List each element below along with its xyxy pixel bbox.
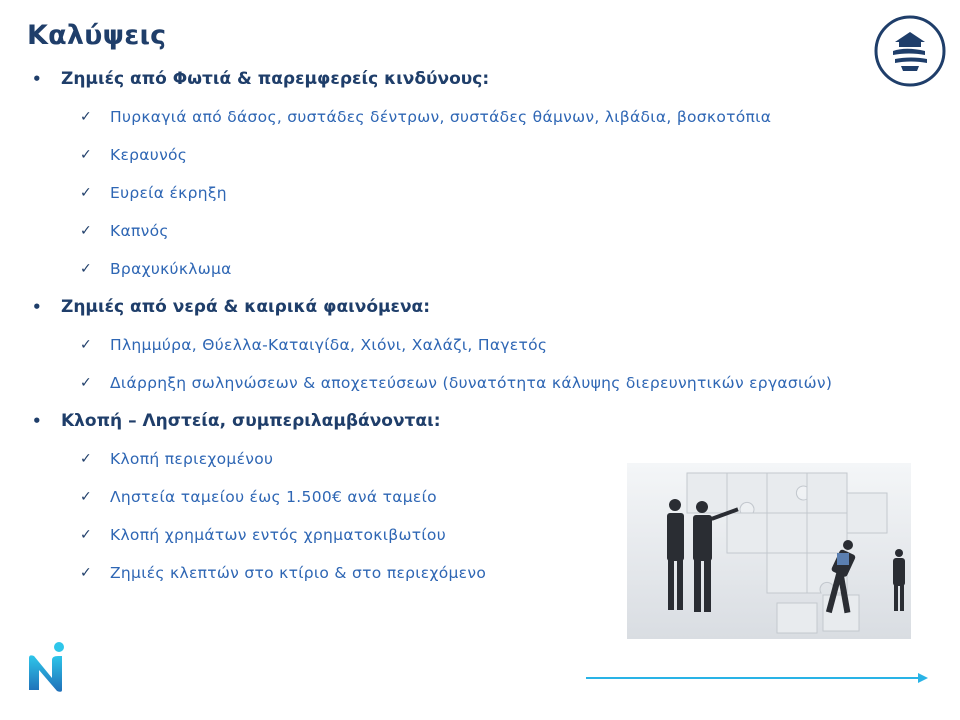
checkmark-icon: ✓ xyxy=(80,185,93,201)
checkmark-icon: ✓ xyxy=(80,337,93,353)
checkmark-icon: ✓ xyxy=(80,527,93,543)
list-item: ✓ Κλοπή περιεχομένου xyxy=(30,446,930,484)
list-item: ✓ Βραχυκύκλωμα xyxy=(30,256,930,294)
checkmark-icon: ✓ xyxy=(80,147,93,163)
bullet-icon: • xyxy=(32,298,42,316)
section-heading-fire: • Ζημιές από Φωτιά & παρεμφερείς κινδύνους: xyxy=(30,66,930,104)
bullet-icon: • xyxy=(32,412,42,430)
checkmark-icon: ✓ xyxy=(80,451,93,467)
checkmark-icon: ✓ xyxy=(80,109,93,125)
list-item: ✓ Διάρρηξη σωληνώσεων & αποχετεύσεων (δυνατότητα κάλυψης διερευνητικών εργασιών) xyxy=(30,370,930,408)
list-item: ✓ Κεραυνός xyxy=(30,142,930,180)
arrow-icon xyxy=(586,670,930,686)
checkmark-icon: ✓ xyxy=(80,565,93,581)
list-item: ✓ Καπνός xyxy=(30,218,930,256)
list-item: ✓ Πυρκαγιά από δάσος, συστάδες δέντρων, συστάδες θάμνων, λιβάδια, βοσκοτόπια xyxy=(30,104,930,142)
section-heading-theft: • Κλοπή – Ληστεία, συμπεριλαμβάνονται: xyxy=(30,408,930,446)
puzzle-team-photo xyxy=(627,463,911,639)
checkmark-icon: ✓ xyxy=(80,375,93,391)
bullet-icon: • xyxy=(32,70,42,88)
list-item: ✓ Πλημμύρα, Θύελλα-Καταιγίδα, Χιόνι, Χαλάζι, Παγετός xyxy=(30,332,930,370)
list-item: ✓ Κλοπή χρημάτων εντός χρηματοκιβωτίου xyxy=(30,522,930,560)
checkmark-icon: ✓ xyxy=(80,223,93,239)
list-item: ✓ Ζημιές κλεπτών στο κτίριο & στο περιεχόμενο xyxy=(30,560,930,598)
checkmark-icon: ✓ xyxy=(80,489,93,505)
list-item: ✓ Ευρεία έκρηξη xyxy=(30,180,930,218)
page-title: Καλύψεις xyxy=(27,20,167,51)
checkmark-icon: ✓ xyxy=(80,261,93,277)
brand-logo-icon xyxy=(26,640,68,694)
section-heading-water: • Ζημιές από νερά & καιρικά φαινόμενα: xyxy=(30,294,930,332)
list-item: ✓ Ληστεία ταμείου έως 1.500€ ανά ταμείο xyxy=(30,484,930,522)
